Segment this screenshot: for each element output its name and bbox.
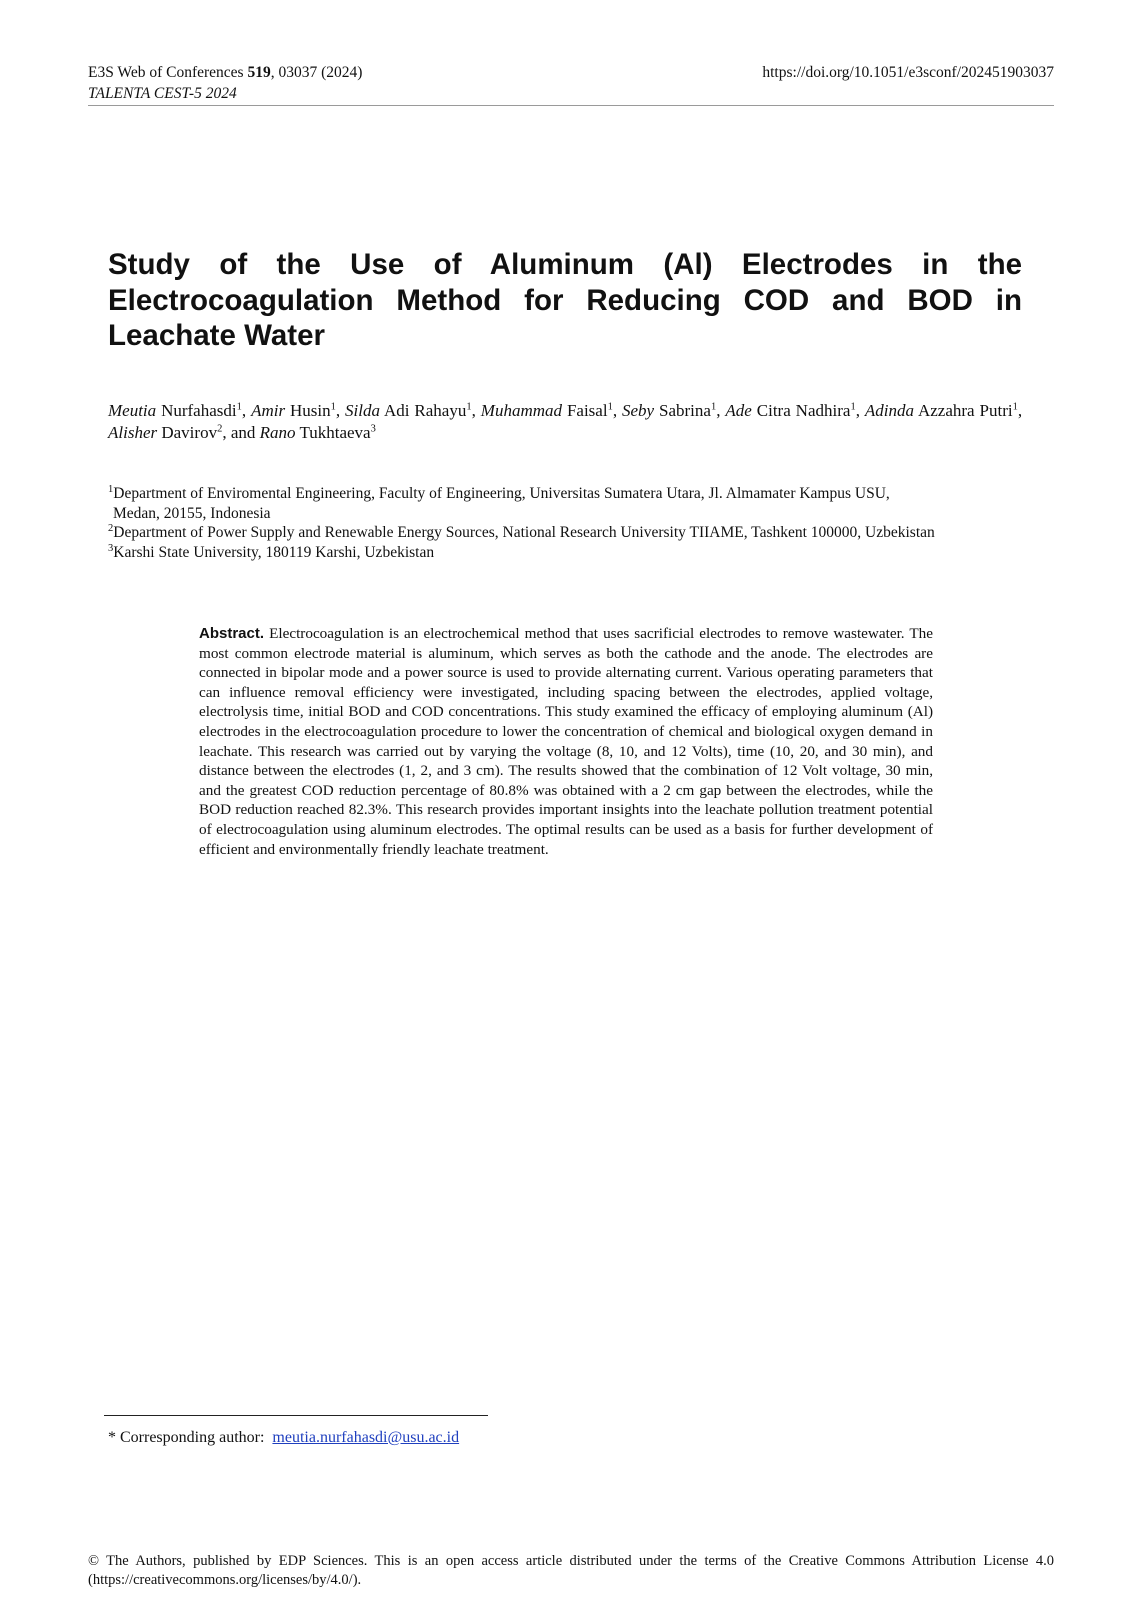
- author-name: [725, 401, 855, 420]
- author-given-name: Rano: [259, 423, 296, 442]
- paper-title: Study of the Use of Aluminum (Al) Electrodes in the Electrocoagulation Method for Reducing COD and BOD in Leachate Water: [108, 248, 1022, 352]
- journal-volume: 519: [247, 64, 271, 81]
- header-divider: [88, 105, 1054, 106]
- abstract: [199, 624, 933, 859]
- author-given-name: Meutia: [108, 401, 157, 420]
- affiliation-number: 2: [108, 522, 114, 534]
- author-family-name: Azzahra Putri: [913, 401, 1013, 420]
- journal-name: E3S Web of Conferences: [88, 64, 248, 81]
- author-given-name: Adinda: [864, 401, 914, 420]
- affiliation-text-continued: Medan, 20155, Indonesia: [113, 504, 271, 522]
- journal-issue: , 03037 (2024): [270, 64, 363, 81]
- author-name: [622, 401, 716, 420]
- author-email-link[interactable]: meutia.nurfahasdi@usu.ac.id: [272, 1429, 460, 1446]
- corresponding-author-note: [108, 1428, 459, 1448]
- author-family-name: Nurfahasdi: [156, 401, 237, 420]
- author-separator: ,: [471, 401, 481, 420]
- author-family-name: Sabrina: [654, 401, 711, 420]
- author-separator: ,: [716, 401, 726, 420]
- author-given-name: Seby: [622, 401, 655, 420]
- author-separator: ,: [241, 401, 252, 420]
- author-separator: , and: [222, 423, 260, 442]
- footnote-divider: [104, 1415, 488, 1416]
- author-affiliation-number: 1: [607, 401, 613, 413]
- license-notice: © The Authors, published by EDP Sciences. This is an open access article distributed under the terms of the Creative Commons Attribution License 4.0 (https://creativecommons.org/licenses/by/4.0/).: [88, 1553, 1054, 1588]
- author-separator: ,: [855, 401, 865, 420]
- conference-name: TALENTA CEST-5 2024: [88, 85, 237, 102]
- affiliation-text: Department of Power Supply and Renewable Energy Sources, National Research University TIIAME, Tashkent 100000, Uzbekistan: [113, 524, 935, 541]
- author-separator: ,: [1017, 401, 1023, 420]
- journal-citation: [88, 62, 362, 104]
- author-name: [865, 401, 1018, 420]
- author-family-name: Citra Nadhira: [751, 401, 851, 420]
- affiliation-list: [108, 484, 1048, 562]
- author-affiliation-number: 1: [850, 401, 856, 413]
- author-given-name: Amir: [251, 401, 286, 420]
- abstract-text: Electrocoagulation is an electrochemical method that uses sacrificial electrodes to remove wastewater. The most common electrode material is aluminum, which serves as both the cathode and the anode. The electrodes are connected in bipolar mode and a power source is used to provide alternating current. Various operating parameters that can influence removal efficiency were investigated, including spacing between the electrodes, applied voltage, electrolysis time, initial BOD and COD concentrations. This study examined the efficacy of employing aluminum (Al) electrodes in the electrocoagulation procedure to lower the concentration of chemical and biological oxygen demand in leachate. This research was carried out by varying the voltage (8, 10, and 12 Volts), time (10, 20, and 30 min), and distance between the electrodes (1, 2, and 3 cm). The results showed that the combination of 12 Volt voltage, 30 min, and the greatest COD reduction percentage of 80.8% was obtained with a 2 cm gap between the electrodes, while the BOD reduction reached 82.3%. This research provides important insights into the leachate pollution treatment potential of electrocoagulation using aluminum electrodes. The optimal results can be used as a basis for further development of efficient and environmentally friendly leachate treatment.: [199, 625, 933, 858]
- author-separator: ,: [335, 401, 346, 420]
- author-given-name: Muhammad: [480, 401, 563, 420]
- affiliation-item: [108, 543, 1048, 563]
- affiliation-text: Karshi State University, 180119 Karshi, Uzbekistan: [113, 543, 435, 561]
- author-family-name: Tukhtaeva: [295, 423, 371, 442]
- abstract-label: Abstract.: [199, 625, 265, 642]
- author-list: [108, 400, 1022, 444]
- author-affiliation-number: 1: [330, 401, 336, 413]
- doi-link[interactable]: https://doi.org/10.1051/e3sconf/202451903037: [762, 64, 1054, 81]
- author-name: [345, 401, 472, 420]
- author-name: [481, 401, 613, 420]
- author-family-name: Davirov: [157, 423, 218, 442]
- author-affiliation-number: 1: [236, 401, 242, 413]
- author-affiliation-number: 3: [370, 423, 376, 435]
- author-affiliation-number: 1: [710, 401, 717, 413]
- author-name: [108, 401, 242, 420]
- affiliation-text: Department of Enviromental Engineering, Faculty of Engineering, Universitas Sumatera Utara, Jl. Almamater Kampus USU,: [113, 485, 890, 502]
- author-name: [260, 423, 376, 442]
- affiliation-number: 1: [108, 483, 114, 495]
- author-given-name: Silda: [345, 401, 380, 420]
- author-family-name: Faisal: [562, 401, 608, 420]
- author-affiliation-number: 1: [466, 401, 472, 413]
- author-separator: ,: [612, 401, 622, 420]
- author-given-name: Alisher: [108, 423, 158, 442]
- author-name: [108, 423, 222, 442]
- affiliation-number: 3: [108, 542, 114, 554]
- author-family-name: Adi Rahayu: [380, 401, 467, 420]
- author-name: [251, 401, 336, 420]
- footnote-label: * Corresponding author:: [108, 1429, 265, 1446]
- author-given-name: Ade: [725, 401, 752, 420]
- affiliation-item: [108, 484, 1048, 504]
- author-family-name: Husin: [285, 401, 331, 420]
- author-affiliation-number: 1: [1012, 401, 1018, 413]
- affiliation-item: [108, 523, 1048, 543]
- author-affiliation-number: 2: [217, 423, 223, 435]
